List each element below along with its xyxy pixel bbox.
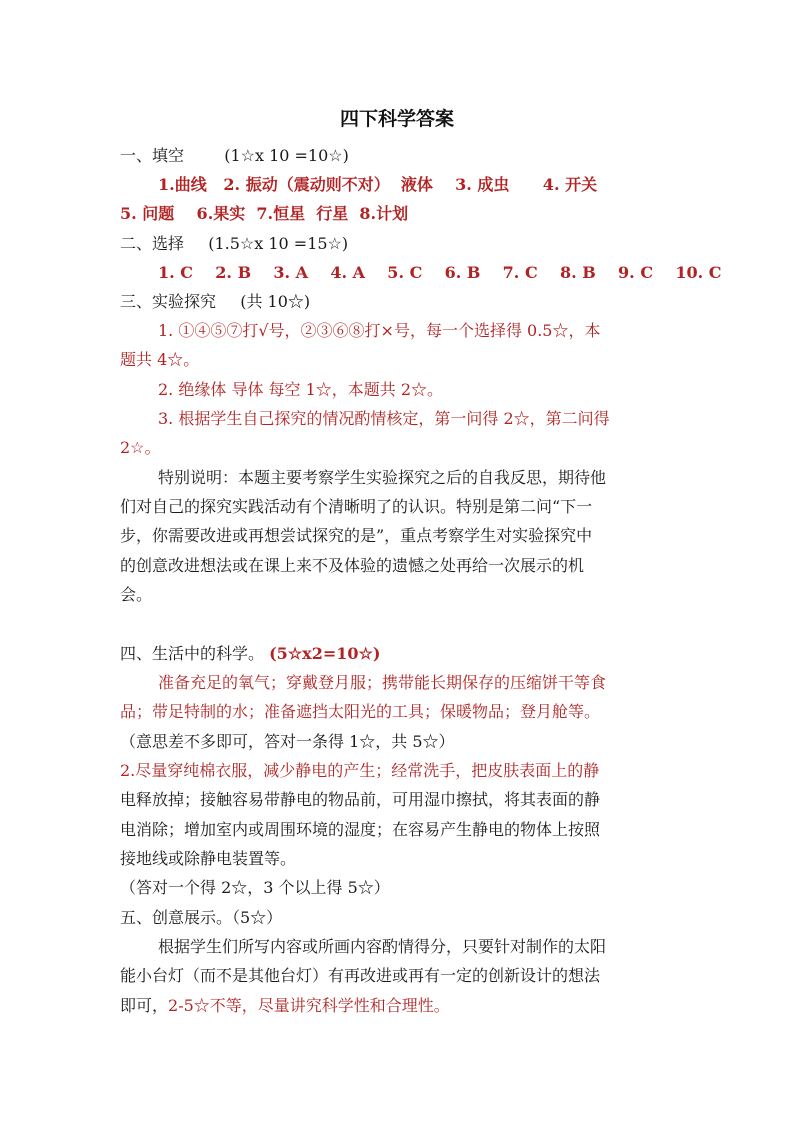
section3-item1-line2: 题共 4☆。 xyxy=(120,350,200,369)
section3-header xyxy=(120,291,310,313)
page-title: 四下科学答案 xyxy=(339,108,454,130)
section3-heading: 三、实验探究 xyxy=(120,292,217,311)
section4-p2-line3: 电消除；增加室内或周围环境的湿度；在容易产生静电的物体上按照 xyxy=(120,820,601,839)
section4-p1-line2: 品；带足特制的水；准备遮挡太阳光的工具；保暖物品；登月舱等。 xyxy=(120,702,601,721)
section1-header xyxy=(120,145,349,167)
section3-item3-line1: 3. 根据学生自己探究的情况酌情核定，第一问得 2☆，第二问得 xyxy=(158,409,610,428)
section2-header xyxy=(120,233,348,255)
section2-score: (1.5☆x 10 =15☆) xyxy=(208,234,349,253)
section5-line1: 根据学生们所写内容或所画内容酌情得分，只要针对制作的太阳 xyxy=(158,937,607,956)
section4-p1-line1: 准备充足的氧气；穿戴登月服；携带能长期保存的压缩饼干等食 xyxy=(158,673,607,692)
section4-p2-line4: 接地线或除静电装置等。 xyxy=(120,849,297,868)
section3-note-line2: 们对自己的探究实践活动有个清晰明了的认识。特别是第二问“下一 xyxy=(120,497,593,516)
section5-line3 xyxy=(120,995,450,1017)
section1-answers-line1: 1.曲线 2. 振动（震动则不对） 液体 3. 成虫 4. 开关 xyxy=(158,175,598,194)
section1-score: (1☆x 10 =10☆) xyxy=(224,146,349,165)
section5-heading: 五、创意展示。（5☆） xyxy=(120,908,283,927)
section3-note-line3: 步，你需要改进或再想尝试探究的是”，重点考察学生对实验探究中 xyxy=(120,526,593,545)
section3-note-line1: 特别说明：本题主要考察学生实验探究之后的自我反思，期待他 xyxy=(158,468,607,487)
section4-p1-note: （意思差不多即可，答对一条得 1☆，共 5☆） xyxy=(120,732,455,751)
section1-heading: 一、填空 xyxy=(120,146,185,165)
section5-line3-lead: 即可， xyxy=(120,996,169,1015)
section1-answers-line2: 5. 问题 6.果实 7.恒星 行星 8.计划 xyxy=(120,204,409,223)
section4-score: (5☆x2=10☆) xyxy=(269,644,381,663)
section4-p2-line2: 电释放掉；接触容易带静电的物品前，可用湿巾擦拭，将其表面的静 xyxy=(120,790,601,809)
section4-header xyxy=(120,643,380,665)
section3-note-line5: 会。 xyxy=(120,585,153,604)
section5-line2: 能小台灯（而不是其他台灯）有再改进或再有一定的创新设计的想法 xyxy=(120,966,601,985)
section3-item3-line2: 2☆。 xyxy=(120,438,161,457)
section3-item1-line1: 1. ①④⑤⑦打√号，②③⑥⑧打×号，每一个选择得 0.5☆，本 xyxy=(158,321,601,340)
section3-score: (共 10☆) xyxy=(240,292,311,311)
section5-line3-tail: 2-5☆不等，尽量讲究科学性和合理性。 xyxy=(168,996,450,1015)
section3-note-line4: 的创意改进想法或在课上来不及体验的遗憾之处再给一次展示的机 xyxy=(120,556,585,575)
section2-answers: 1. C 2. B 3. A 4. A 5. C 6. B 7. C 8. B 9. C 10. C xyxy=(158,263,722,282)
section3-item2: 2. 绝缘体 导体 每空 1☆，本题共 2☆。 xyxy=(158,380,444,399)
section4-p2-line1: 2.尽量穿纯棉衣服，减少静电的产生；经常洗手，把皮肤表面上的静 xyxy=(120,761,600,780)
section4-heading: 四、生活中的科学。 xyxy=(120,644,265,663)
section4-p2-note: （答对一个得 2☆，3 个以上得 5☆） xyxy=(120,878,390,897)
section2-heading: 二、选择 xyxy=(120,234,185,253)
